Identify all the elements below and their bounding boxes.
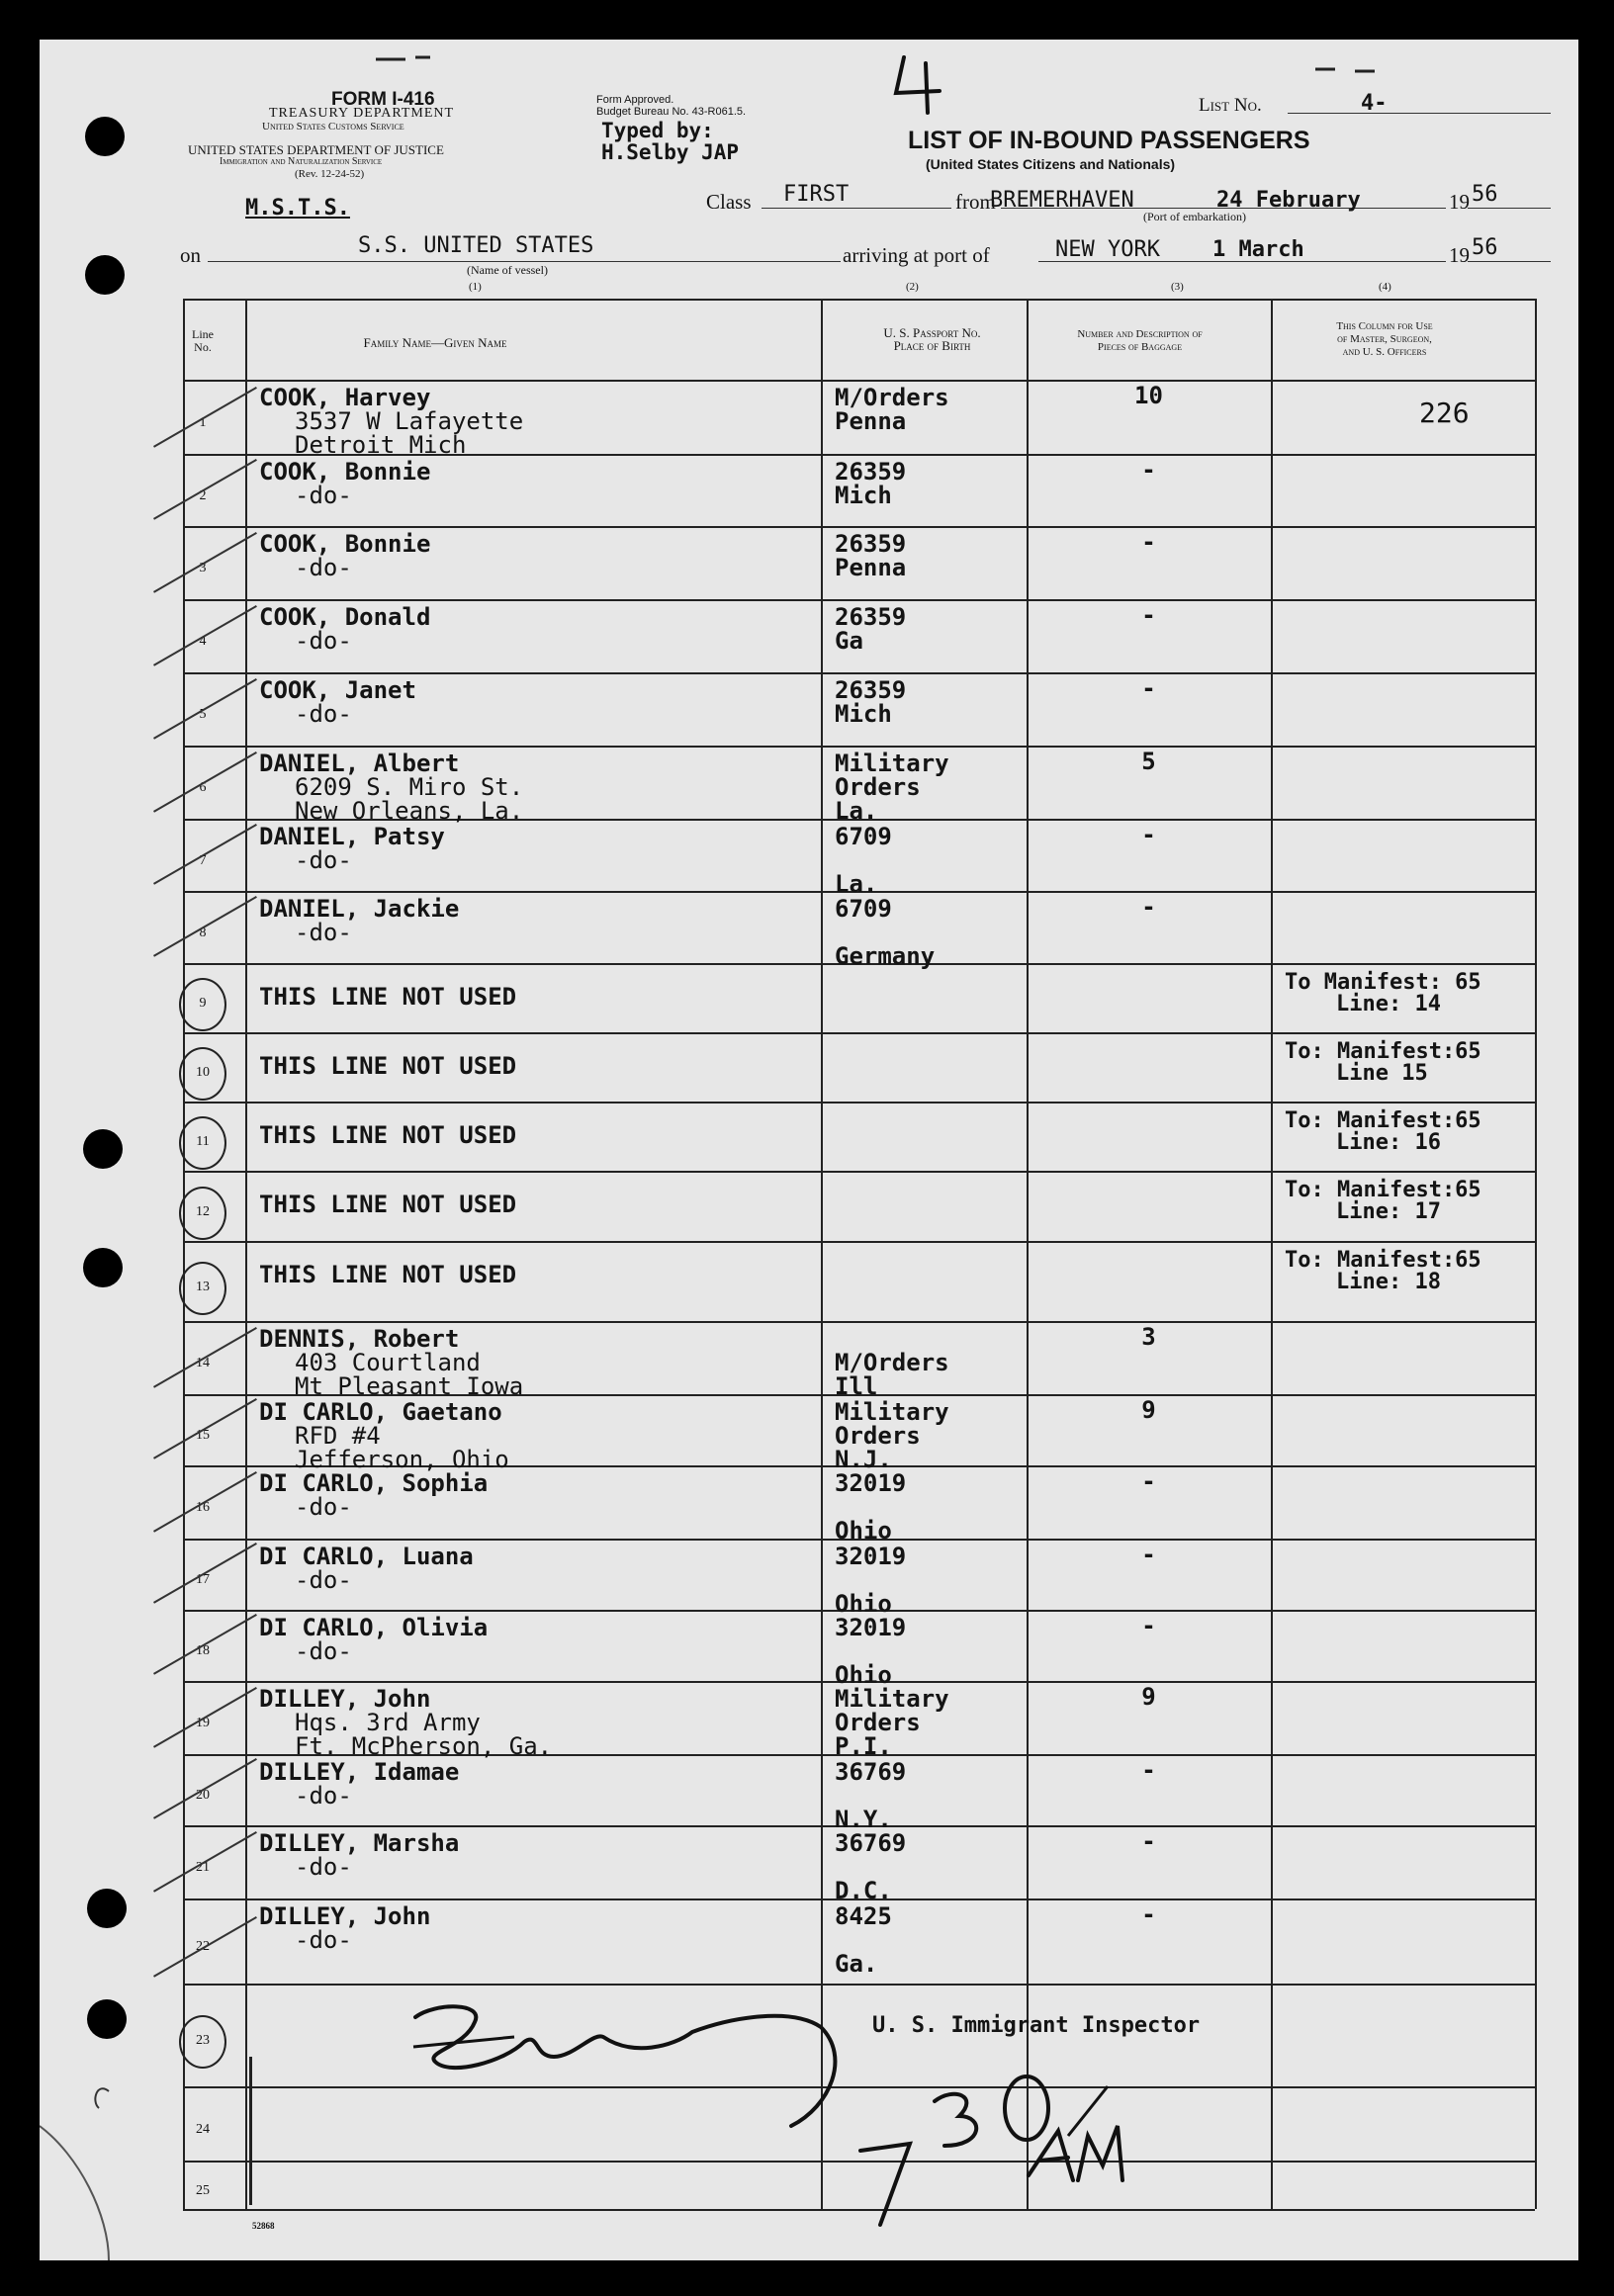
line-number-circle <box>179 1116 226 1170</box>
officer-note: To: Manifest:65 <box>1285 1248 1481 1273</box>
punch-hole <box>85 255 125 295</box>
from-label: from <box>955 190 996 214</box>
check-mark <box>153 1327 257 1388</box>
table-rule <box>183 1171 1535 1173</box>
passport-or-birthplace: 6709 <box>835 895 892 923</box>
list-no-label: List No. <box>1199 95 1262 116</box>
passenger-name: DANIEL, Patsy <box>259 823 445 850</box>
table-rule <box>183 299 1535 301</box>
passport-or-birthplace: Military <box>835 1398 949 1426</box>
dept-treasury-sub: United States Customs Service <box>262 121 404 132</box>
passport-or-birthplace: Germany <box>835 942 936 970</box>
arrival-date: 1 March <box>1212 237 1304 262</box>
passenger-name: DENNIS, Robert <box>259 1325 460 1353</box>
line-number: 22 <box>196 1939 210 1954</box>
passport-or-birthplace: 32019 <box>835 1614 907 1641</box>
passport-or-birthplace: N.Y. <box>835 1806 892 1833</box>
passenger-detail: -do- <box>295 482 352 509</box>
col-header-baggage <box>1038 328 1241 354</box>
col-header-passport-1: U. S. Passport No. <box>883 325 981 340</box>
passport-or-birthplace: N.J. <box>835 1446 892 1473</box>
handwritten-page-mark <box>870 53 969 132</box>
line-number: 7 <box>199 852 207 868</box>
passport-or-birthplace: Ill <box>835 1372 878 1400</box>
line-number-circle <box>179 1262 226 1315</box>
table-rule <box>183 599 1535 601</box>
line-number: 15 <box>196 1428 210 1443</box>
passenger-name: DI CARLO, Olivia <box>259 1614 489 1641</box>
officer-note: To Manifest: 65 <box>1285 970 1481 995</box>
baggage-count: - <box>1141 528 1156 556</box>
passport-or-birthplace: Penna <box>835 407 907 435</box>
pen-stroke <box>249 2057 252 2205</box>
line-number-circle <box>179 1187 226 1240</box>
col-header-name: Family Name—Given Name <box>363 335 507 350</box>
passport-or-birthplace: 6709 <box>835 823 892 850</box>
passenger-name: DILLEY, Marsha <box>259 1829 460 1857</box>
check-mark <box>153 1543 257 1604</box>
passenger-name: THIS LINE NOT USED <box>259 1121 517 1149</box>
check-mark <box>153 1687 257 1748</box>
table-column-rule <box>183 299 185 2209</box>
passport-or-birthplace: M/Orders <box>835 384 949 411</box>
officer-note: To: Manifest:65 <box>1285 1039 1481 1064</box>
passenger-name: COOK, Janet <box>259 676 416 704</box>
passenger-name: DILLEY, John <box>259 1685 431 1713</box>
passenger-detail: Detroit Mich <box>295 431 467 459</box>
dept-justice-sub: Immigration and Naturalization Service <box>220 156 383 167</box>
passport-or-birthplace: Orders <box>835 1709 921 1736</box>
passenger-detail: New Orleans, La. <box>295 797 524 825</box>
baggage-count: - <box>1141 601 1156 629</box>
passenger-detail: -do- <box>295 554 352 581</box>
passenger-name: DI CARLO, Sophia <box>259 1469 489 1497</box>
line-number: 16 <box>196 1500 210 1515</box>
passenger-detail: Ft. McPherson, Ga. <box>295 1732 553 1760</box>
check-mark <box>153 387 257 448</box>
table-rule <box>183 1321 1535 1323</box>
officer-note: To: Manifest:65 <box>1285 1178 1481 1202</box>
passport-or-birthplace: 32019 <box>835 1543 907 1570</box>
col-num-3: (3) <box>1171 281 1184 293</box>
check-mark <box>153 1614 257 1675</box>
line-number-circle <box>179 2015 226 2069</box>
passport-or-birthplace: Ohio <box>835 1517 892 1545</box>
embark-port: BREMERHAVEN <box>990 188 1134 213</box>
check-mark <box>153 824 257 885</box>
typed-by: H.Selby JAP <box>601 140 740 164</box>
line-number-circle <box>179 978 226 1031</box>
document-page <box>40 40 1578 2260</box>
passport-or-birthplace: Ohio <box>835 1590 892 1618</box>
arriving-label: arriving at port of <box>843 243 990 267</box>
baggage-count: 3 <box>1141 1323 1156 1351</box>
col-header-passport-2: Place of Birth <box>893 338 971 353</box>
line-number: 14 <box>196 1356 210 1370</box>
passenger-detail: -do- <box>295 1493 352 1521</box>
passport-or-birthplace: Orders <box>835 773 921 801</box>
baggage-count: - <box>1141 1541 1156 1568</box>
check-mark <box>153 459 257 520</box>
passport-or-birthplace: Ga. <box>835 1950 878 1978</box>
punch-hole <box>87 1999 127 2039</box>
check-mark <box>153 1398 257 1459</box>
passport-or-birthplace: 8425 <box>835 1902 892 1930</box>
arrival-year-prefix: 19 <box>1449 243 1470 267</box>
check-mark <box>153 1916 257 1978</box>
vessel-name: S.S. UNITED STATES <box>358 233 594 258</box>
col-header-line-no <box>183 328 223 354</box>
col-num-1: (1) <box>469 281 482 293</box>
typed-by-label: Typed by: <box>601 119 714 142</box>
line-number: 20 <box>196 1788 210 1803</box>
check-mark <box>153 1831 257 1893</box>
passport-or-birthplace: Military <box>835 750 949 777</box>
table-column-rule <box>1271 299 1273 2209</box>
passport-or-birthplace: 26359 <box>835 676 907 704</box>
baggage-count: 9 <box>1141 1396 1156 1424</box>
officer-note: Line: 17 <box>1336 1199 1441 1224</box>
passenger-name: COOK, Bonnie <box>259 458 431 486</box>
passenger-detail: -do- <box>295 1637 352 1665</box>
baggage-count: 9 <box>1141 1683 1156 1711</box>
passport-or-birthplace: Orders <box>835 1422 921 1450</box>
baggage-count: - <box>1141 1612 1156 1639</box>
line-number: 4 <box>199 634 207 649</box>
table-column-rule <box>1535 299 1537 2209</box>
document-subtitle: (United States Citizens and Nationals) <box>926 156 1176 172</box>
officer-note: Line: 16 <box>1336 1130 1441 1155</box>
document-title: LIST OF IN-BOUND PASSENGERS <box>908 127 1310 154</box>
baggage-count: - <box>1141 821 1156 848</box>
baggage-count: - <box>1141 674 1156 702</box>
passenger-detail: 3537 W Lafayette <box>295 407 524 435</box>
line-number: 2 <box>199 487 207 503</box>
passenger-detail: 403 Courtland <box>295 1349 481 1376</box>
line-number: 13 <box>196 1279 210 1294</box>
passenger-name: DI CARLO, Gaetano <box>259 1398 502 1426</box>
passenger-detail: Mt Pleasant Iowa <box>295 1372 524 1400</box>
col-num-2: (2) <box>906 281 919 293</box>
table-rule <box>183 746 1535 748</box>
embark-caption: (Port of embarkation) <box>1143 210 1246 223</box>
punch-hole <box>85 117 125 156</box>
line-number: 8 <box>199 925 207 940</box>
check-mark <box>153 605 257 666</box>
baggage-count: - <box>1141 1756 1156 1784</box>
inspector-label: U. S. Immigrant Inspector <box>872 2013 1201 2038</box>
baggage-count: 10 <box>1134 382 1163 409</box>
check-mark <box>153 751 257 813</box>
col-header-officers-3: and U. S. Officers <box>1342 346 1427 358</box>
revision: (Rev. 12-24-52) <box>295 168 365 180</box>
line-number: 21 <box>196 1860 210 1875</box>
check-mark <box>153 1471 257 1533</box>
embark-date: 24 February <box>1216 188 1361 213</box>
dept-justice: UNITED STATES DEPARTMENT OF JUSTICE <box>188 142 444 157</box>
line-number: 3 <box>199 561 207 575</box>
passport-or-birthplace: 36769 <box>835 1829 907 1857</box>
passport-or-birthplace: Ga <box>835 627 863 655</box>
budget-no: Budget Bureau No. 43-R061.5. <box>596 106 747 118</box>
vessel-caption: (Name of vessel) <box>467 263 548 277</box>
passport-or-birthplace: D.C. <box>835 1877 892 1904</box>
passport-or-birthplace: M/Orders <box>835 1349 949 1376</box>
table-rule <box>183 2209 1535 2211</box>
embark-year-prefix: 19 <box>1449 190 1470 214</box>
line-number: 24 <box>196 2121 210 2137</box>
line-number: 12 <box>196 1203 210 1219</box>
col-header-baggage-1: Number and Description of <box>1077 328 1203 340</box>
passenger-detail: -do- <box>295 627 352 655</box>
col-header-officers-1: This Column for Use <box>1336 320 1433 332</box>
passenger-detail: -do- <box>295 1782 352 1810</box>
passenger-name: DI CARLO, Luana <box>259 1543 474 1570</box>
passenger-detail: Hqs. 3rd Army <box>295 1709 481 1736</box>
passport-or-birthplace: Penna <box>835 554 907 581</box>
col-header-passport <box>831 326 1033 352</box>
line-number: 17 <box>196 1572 210 1587</box>
passenger-name: THIS LINE NOT USED <box>259 1261 517 1288</box>
check-mark <box>153 678 257 740</box>
table-rule <box>183 2161 1535 2163</box>
officer-note: Line 15 <box>1336 1061 1428 1086</box>
line-number: 1 <box>199 414 207 430</box>
passport-or-birthplace: Military <box>835 1685 949 1713</box>
form-approved: Form Approved. <box>596 94 674 106</box>
passport-or-birthplace: Ohio <box>835 1661 892 1689</box>
passenger-detail: RFD #4 <box>295 1422 381 1450</box>
baggage-count: 5 <box>1141 748 1156 775</box>
table-rule <box>183 526 1535 528</box>
class-label: Class <box>706 190 752 214</box>
col-header-line-no-text: Line No. <box>192 327 214 354</box>
passport-or-birthplace: 26359 <box>835 458 907 486</box>
passenger-detail: -do- <box>295 1566 352 1594</box>
class-value: FIRST <box>783 182 850 207</box>
table-rule <box>183 380 1535 382</box>
passport-or-birthplace: P.I. <box>835 1732 892 1760</box>
dept-treasury: TREASURY DEPARTMENT <box>269 106 455 121</box>
arrival-port: NEW YORK <box>1055 237 1160 262</box>
passport-or-birthplace: La. <box>835 870 878 898</box>
passenger-detail: -do- <box>295 919 352 946</box>
check-mark <box>153 896 257 957</box>
table-rule <box>183 1984 1535 1986</box>
passenger-name: THIS LINE NOT USED <box>259 1052 517 1080</box>
check-mark <box>153 532 257 593</box>
table-column-rule <box>821 299 823 2209</box>
col-header-baggage-2: Pieces of Baggage <box>1097 341 1183 353</box>
line-number: 23 <box>196 2033 210 2048</box>
on-label: on <box>180 243 201 267</box>
line-number: 18 <box>196 1643 210 1658</box>
table-rule <box>183 1032 1535 1034</box>
passenger-detail: Jefferson, Ohio <box>295 1446 509 1473</box>
col-num-4: (4) <box>1379 281 1391 293</box>
table-rule <box>183 2086 1535 2088</box>
line-number: 9 <box>199 996 207 1011</box>
passport-or-birthplace: La. <box>835 797 878 825</box>
passenger-name: DANIEL, Jackie <box>259 895 460 923</box>
passenger-detail: -do- <box>295 846 352 874</box>
baggage-count: - <box>1141 893 1156 921</box>
passenger-name: DILLEY, Idamae <box>259 1758 460 1786</box>
passenger-name: COOK, Donald <box>259 603 431 631</box>
check-mark <box>153 1758 257 1819</box>
embark-year: 56 <box>1472 182 1498 207</box>
table-rule <box>183 1241 1535 1243</box>
arrival-year: 56 <box>1472 235 1498 260</box>
col-header-officers-2: of Master, Surgeon, <box>1337 333 1432 345</box>
line-number: 6 <box>199 780 207 795</box>
passenger-name: COOK, Harvey <box>259 384 431 411</box>
passport-or-birthplace: 26359 <box>835 603 907 631</box>
line-number: 25 <box>196 2182 210 2198</box>
passport-or-birthplace: Mich <box>835 482 892 509</box>
baggage-count: - <box>1141 1467 1156 1495</box>
line-number: 10 <box>196 1065 210 1080</box>
line-number: 5 <box>199 707 207 722</box>
line-number-circle <box>179 1047 226 1101</box>
passenger-detail: -do- <box>295 700 352 728</box>
officer-note: To: Manifest:65 <box>1285 1108 1481 1133</box>
printer-code: 52868 <box>252 2221 275 2231</box>
officer-note: Line: 18 <box>1336 1270 1441 1294</box>
list-no: 4- <box>1361 91 1388 116</box>
passenger-name: DILLEY, John <box>259 1902 431 1930</box>
col-header-officers <box>1266 320 1503 359</box>
line-number: 19 <box>196 1716 210 1730</box>
passport-or-birthplace: Mich <box>835 700 892 728</box>
punch-hole <box>83 1248 123 1287</box>
passenger-detail: -do- <box>295 1926 352 1954</box>
table-rule <box>183 672 1535 674</box>
passport-or-birthplace: 26359 <box>835 530 907 558</box>
form-id: FORM I-416 <box>331 89 435 110</box>
passport-or-birthplace: 32019 <box>835 1469 907 1497</box>
table-rule <box>183 1102 1535 1104</box>
passenger-name: THIS LINE NOT USED <box>259 1191 517 1218</box>
officer-note: 226 <box>1419 397 1470 429</box>
line-number: 11 <box>196 1134 210 1149</box>
baggage-count: - <box>1141 1827 1156 1855</box>
passenger-name: THIS LINE NOT USED <box>259 983 517 1011</box>
passenger-name: COOK, Bonnie <box>259 530 431 558</box>
baggage-count: - <box>1141 456 1156 484</box>
carrier: M.S.T.S. <box>245 196 350 221</box>
baggage-count: - <box>1141 1900 1156 1928</box>
passport-or-birthplace: 36769 <box>835 1758 907 1786</box>
passenger-detail: -do- <box>295 1853 352 1881</box>
passenger-detail: 6209 S. Miro St. <box>295 773 524 801</box>
punch-hole <box>87 1889 127 1928</box>
passenger-name: DANIEL, Albert <box>259 750 460 777</box>
punch-hole <box>83 1129 123 1169</box>
officer-note: Line: 14 <box>1336 992 1441 1016</box>
